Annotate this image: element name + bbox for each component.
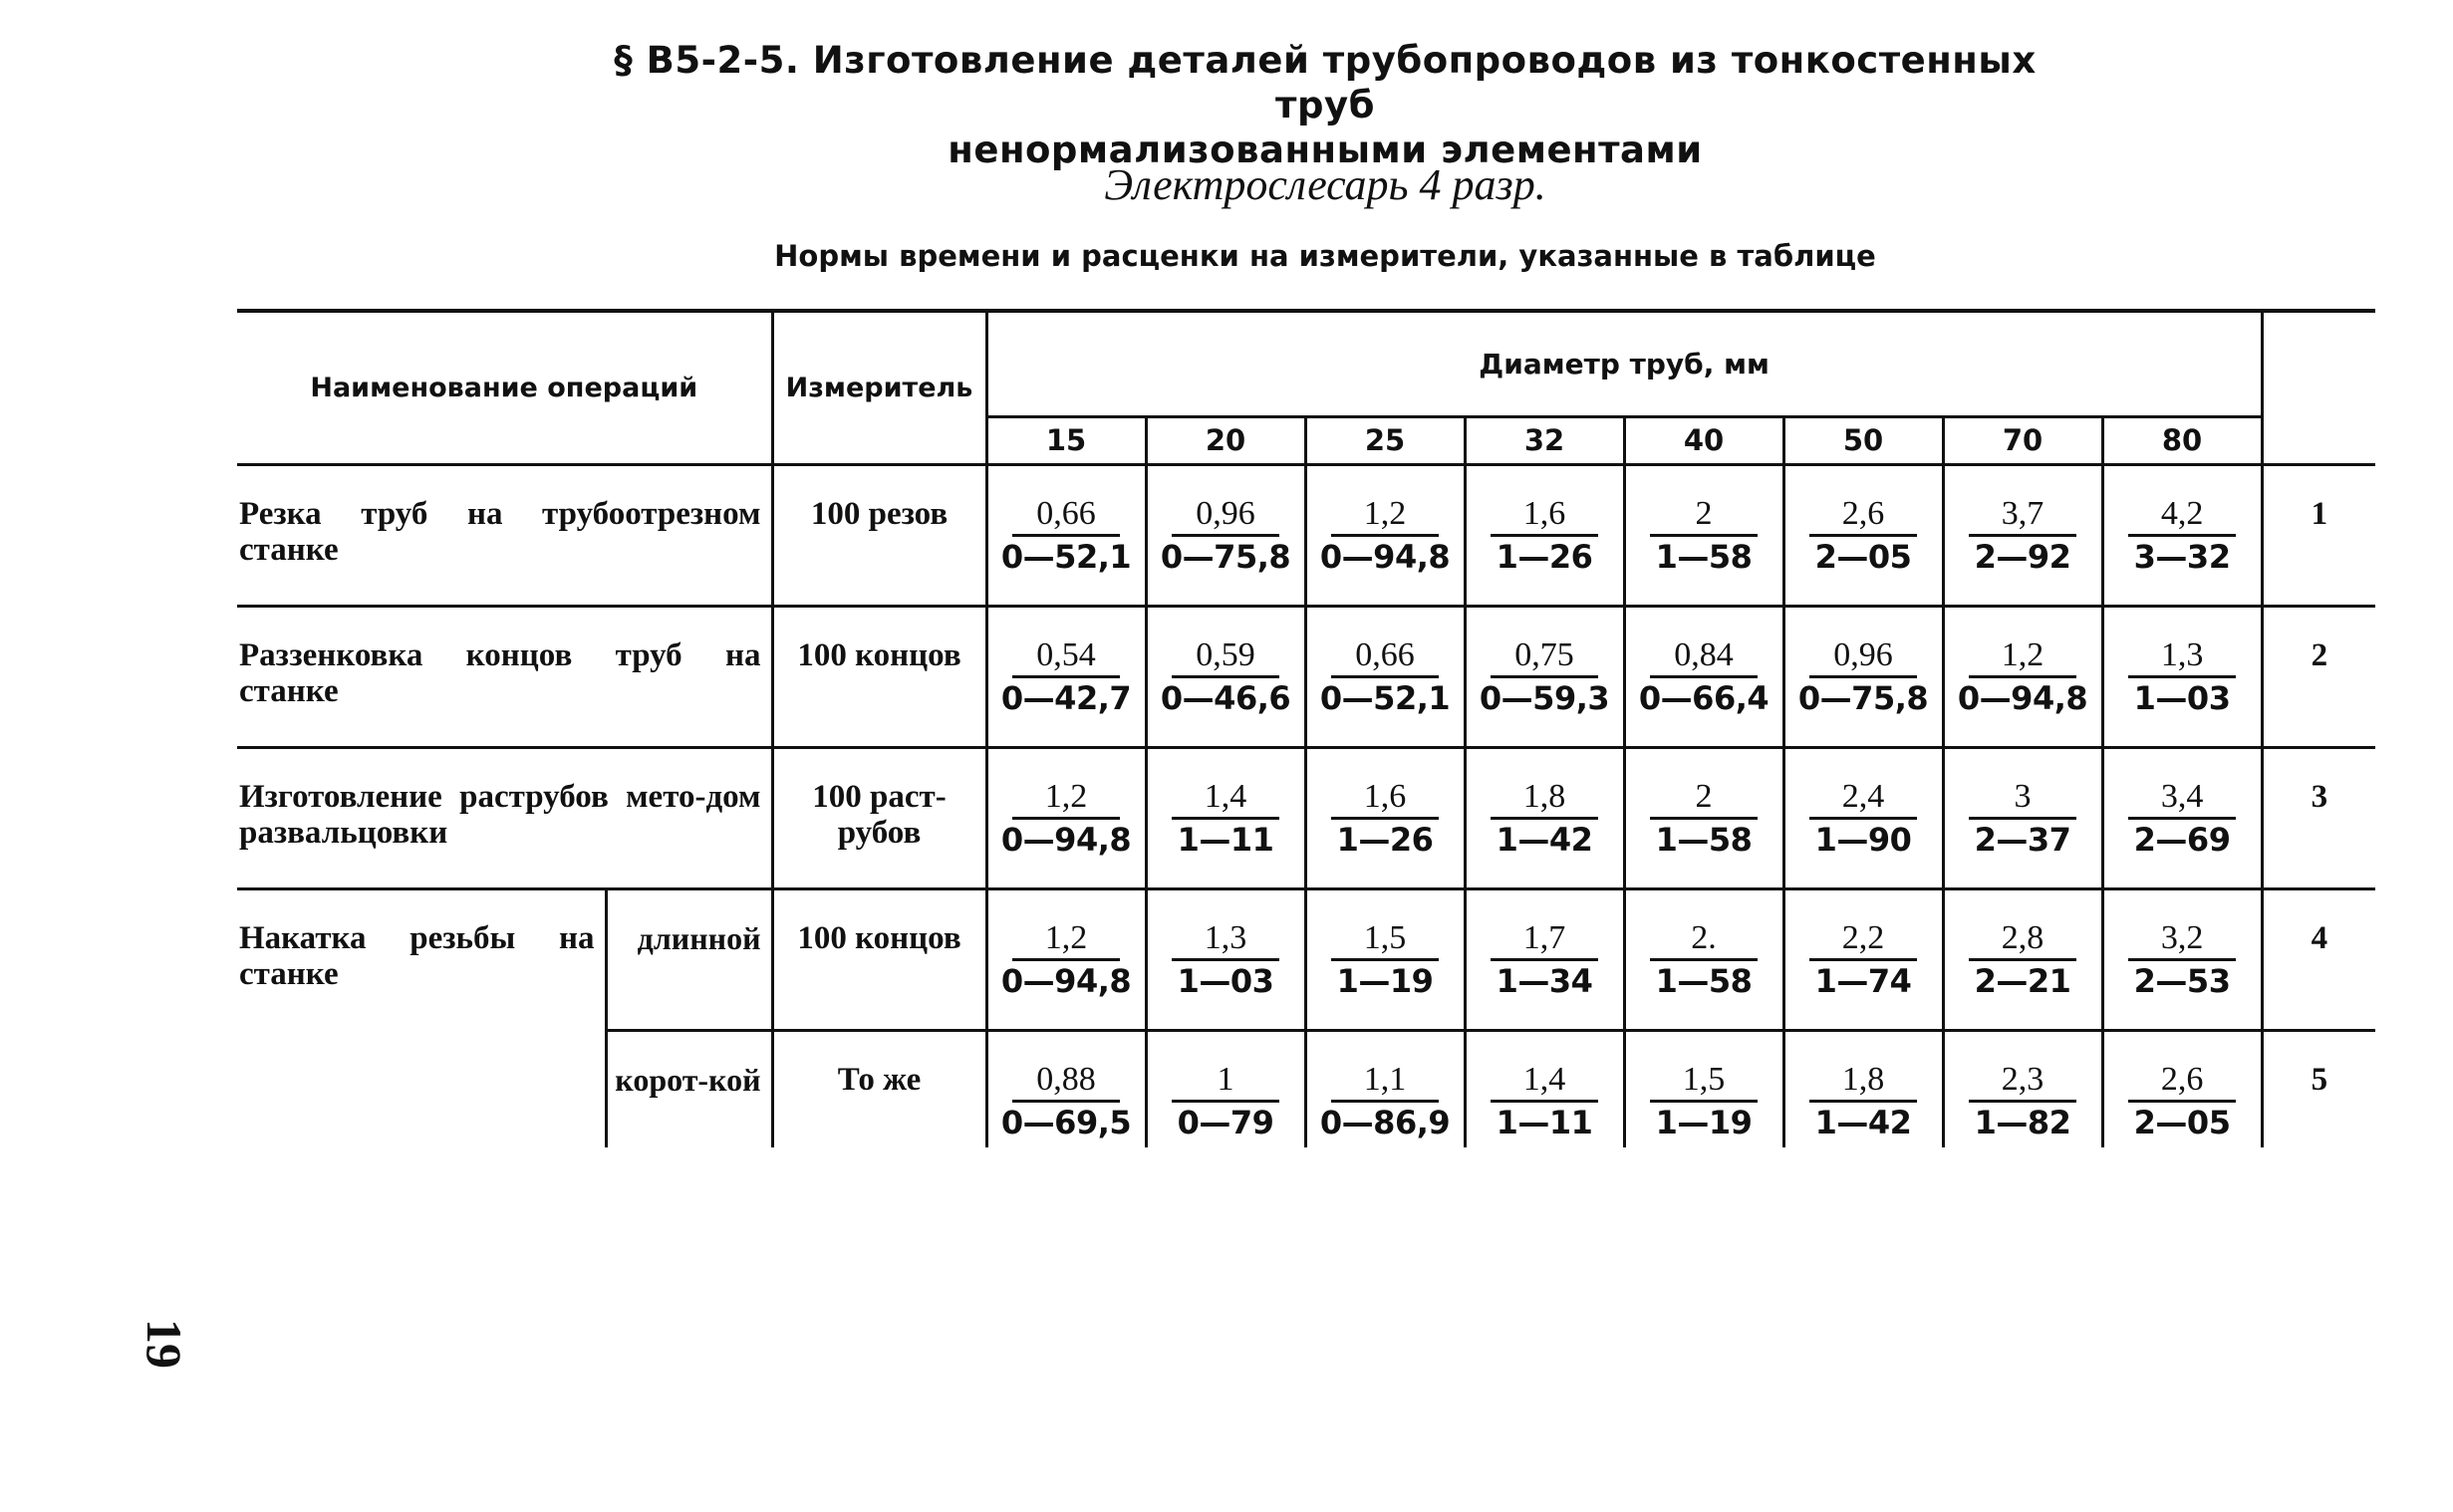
norm-cell: [1624, 747, 1783, 888]
section-heading-line2: ненормализованными элементами: [948, 128, 1703, 171]
norm-cell: [1943, 1030, 2102, 1147]
rate-price: 3—32: [2133, 537, 2231, 576]
time-norm: 1,8: [1809, 1062, 1917, 1103]
row-number: 3: [2262, 747, 2375, 888]
operation-subtype: корот-кой: [606, 1030, 772, 1147]
norm-cell: [1146, 747, 1305, 888]
norm-cell: [1146, 464, 1305, 606]
norm-cell: [1146, 1030, 1305, 1147]
time-norm: 2: [1650, 496, 1758, 537]
time-norm: 1,1: [1331, 1062, 1439, 1103]
rate-price: 1—19: [1336, 961, 1434, 1000]
diameter-header: 20: [1146, 416, 1305, 464]
diameter-header: 50: [1783, 416, 1943, 464]
rate-price: 0—94,8: [1000, 961, 1132, 1000]
table-row: [237, 606, 2375, 747]
time-norm: 1,3: [1172, 920, 1279, 961]
rate-price: 2—69: [2133, 820, 2231, 859]
diameter-header: 70: [1943, 416, 2102, 464]
time-norm: 1,7: [1491, 920, 1598, 961]
measure-unit: 100 концов: [772, 606, 986, 747]
time-norm: 1,8: [1491, 779, 1598, 820]
rate-price: 0—69,5: [1000, 1103, 1132, 1141]
time-norm: 3,7: [1969, 496, 2076, 537]
operation-name: Раззенковка концов труб на станке: [237, 606, 772, 747]
time-norm: 1,2: [1012, 920, 1120, 961]
time-norm: 0,59: [1172, 637, 1279, 678]
row-number: 5: [2311, 1061, 2328, 1098]
rate-price: 0—52,1: [1000, 537, 1132, 576]
time-norm: 3,2: [2128, 920, 2236, 961]
time-norm: 0,96: [1809, 637, 1917, 678]
norm-cell: [1465, 1030, 1624, 1147]
header-diameter: Диаметр труб, мм: [986, 311, 2262, 416]
norm-cell: [1783, 606, 1943, 747]
table-row: [237, 888, 2375, 1030]
diameter-header: 15: [986, 416, 1146, 464]
rate-price: 2—05: [1814, 537, 1912, 576]
rate-price: 0—79: [1177, 1103, 1274, 1141]
rate-price: 2—21: [1974, 961, 2071, 1000]
norm-cell: [1943, 606, 2102, 747]
measure-unit: 100 резов: [772, 464, 986, 606]
rate-price: 2—05: [2133, 1103, 2231, 1141]
norm-cell: [1465, 747, 1624, 888]
rate-price: 1—42: [1814, 1103, 1912, 1141]
norm-cell: [1783, 888, 1943, 1030]
rate-price: 0—46,6: [1160, 678, 1291, 717]
rate-price: 0—42,7: [1000, 678, 1132, 717]
rate-price: 1—58: [1655, 961, 1753, 1000]
rate-price: 0—94,8: [1319, 537, 1451, 576]
time-norm: 1,3: [2128, 637, 2236, 678]
norm-cell: [1783, 1030, 1943, 1147]
norm-cell: [1783, 747, 1943, 888]
rate-price: 1—34: [1496, 961, 1593, 1000]
operation-name: Накатка резьбы на станке: [237, 888, 606, 1147]
time-norm: 1,4: [1172, 779, 1279, 820]
time-norm: 4,2: [2128, 496, 2236, 537]
norm-cell: [1305, 464, 1465, 606]
rate-price: 1—42: [1496, 820, 1593, 859]
header-blank: [2262, 311, 2375, 464]
norm-cell: [1305, 747, 1465, 888]
rate-price: 0—75,8: [1160, 537, 1291, 576]
time-norm: 0,66: [1012, 496, 1120, 537]
time-norm: 2,6: [2128, 1062, 2236, 1103]
row-number: 4: [2262, 888, 2375, 1030]
rate-price: 0—75,8: [1797, 678, 1929, 717]
norm-cell: [1465, 464, 1624, 606]
row-number: 2: [2262, 606, 2375, 747]
measure-unit: 100 концов: [772, 888, 986, 1030]
rate-price: 1—26: [1496, 537, 1593, 576]
rate-price: 1—03: [1177, 961, 1274, 1000]
norm-cell: [1305, 888, 1465, 1030]
rate-price: 2—37: [1974, 820, 2071, 859]
norm-cell: [986, 606, 1146, 747]
rate-price: 1—03: [2133, 678, 2231, 717]
time-norm: 2,8: [1969, 920, 2076, 961]
rate-price: 0—66,4: [1638, 678, 1770, 717]
norm-cell: [1943, 747, 2102, 888]
norm-cell: [1305, 606, 1465, 747]
time-norm: 1,2: [1331, 496, 1439, 537]
norm-cell: [1943, 464, 2102, 606]
norm-cell: [986, 747, 1146, 888]
norm-cell: [2102, 606, 2262, 747]
norm-cell: [1465, 606, 1624, 747]
norm-cell: [2102, 888, 2262, 1030]
time-norm: 2,3: [1969, 1062, 2076, 1103]
section-heading-line1: § В5-2-5. Изготовление деталей трубопроводов из тонкостенных труб: [614, 39, 2037, 126]
norm-cell: [1943, 888, 2102, 1030]
rate-price: 1—19: [1655, 1103, 1753, 1141]
norm-cell: [1624, 888, 1783, 1030]
row-number: 1: [2262, 464, 2375, 606]
table-row: [237, 747, 2375, 888]
worker-grade: Электрослесарь 4 разр.: [1104, 160, 1546, 209]
header-measure: Измеритель: [772, 311, 986, 464]
time-norm: 1,5: [1331, 920, 1439, 961]
time-norm: 0,75: [1491, 637, 1598, 678]
norm-cell: [2102, 464, 2262, 606]
time-norm: 1,2: [1969, 637, 2076, 678]
time-norm: 1: [1172, 1062, 1279, 1103]
time-norm: 3,4: [2128, 779, 2236, 820]
norm-cell: [1305, 1030, 1465, 1147]
rate-price: 1—90: [1814, 820, 1912, 859]
rate-price: 0—94,8: [1000, 820, 1132, 859]
norm-cell: [1624, 1030, 1783, 1147]
diameter-header: 40: [1624, 416, 1783, 464]
rate-price: 2—53: [2133, 961, 2231, 1000]
norm-cell: [986, 1030, 1146, 1147]
time-norm: 0,88: [1012, 1062, 1120, 1103]
measure-unit: 100 раст-рубов: [772, 747, 986, 888]
operation-name: Изготовление раструбов мето-дом развальцовки: [237, 747, 772, 888]
operation-subtype: длинной: [606, 888, 772, 1030]
norms-table: [237, 309, 2375, 1147]
time-norm: 1,2: [1012, 779, 1120, 820]
norm-cell: [1146, 606, 1305, 747]
rate-price: 1—11: [1177, 820, 1274, 859]
time-norm: 2,6: [1809, 496, 1917, 537]
time-norm: 1,6: [1491, 496, 1598, 537]
rate-price: 0—94,8: [1957, 678, 2088, 717]
header-operation: Наименование операций: [237, 311, 772, 464]
rate-price: 1—26: [1336, 820, 1434, 859]
rate-price: 2—92: [1974, 537, 2071, 576]
rate-price: 1—11: [1496, 1103, 1593, 1141]
time-norm: 1,5: [1650, 1062, 1758, 1103]
section-heading: [558, 38, 2092, 172]
rate-price: 0—59,3: [1479, 678, 1610, 717]
norm-cell: [986, 464, 1146, 606]
table-caption: Нормы времени и расценки на измерители, указанные в таблице: [774, 239, 1876, 273]
rate-price: 1—74: [1814, 961, 1912, 1000]
time-norm: 2.: [1650, 920, 1758, 961]
time-norm: 0,54: [1012, 637, 1120, 678]
time-norm: 1,6: [1331, 779, 1439, 820]
time-norm: 1,4: [1491, 1062, 1598, 1103]
norm-cell: [2102, 747, 2262, 888]
time-norm: 0,66: [1331, 637, 1439, 678]
time-norm: 2,4: [1809, 779, 1917, 820]
time-norm: 2,2: [1809, 920, 1917, 961]
norm-cell: [1146, 888, 1305, 1030]
time-norm: 0,96: [1172, 496, 1279, 537]
time-norm: 0,84: [1650, 637, 1758, 678]
time-norm: 2: [1650, 779, 1758, 820]
rate-price: 0—52,1: [1319, 678, 1451, 717]
measure-unit: То же: [772, 1030, 986, 1147]
norm-cell: [1783, 464, 1943, 606]
diameter-header: 80: [2102, 416, 2262, 464]
rate-price: 1—58: [1655, 537, 1753, 576]
page-number: 19: [136, 1319, 192, 1369]
norm-cell: [1624, 606, 1783, 747]
diameter-header: 32: [1465, 416, 1624, 464]
operation-name: Резка труб на трубоотрезном станке: [237, 464, 772, 606]
table-row: [237, 464, 2375, 606]
norm-cell: [1624, 464, 1783, 606]
diameter-header: 25: [1305, 416, 1465, 464]
rate-price: 0—86,9: [1319, 1103, 1451, 1141]
norm-cell: [2102, 1030, 2262, 1147]
norm-cell: [1465, 888, 1624, 1030]
norm-cell: [986, 888, 1146, 1030]
rate-price: 1—82: [1974, 1103, 2071, 1141]
rate-price: 1—58: [1655, 820, 1753, 859]
time-norm: 3: [1969, 779, 2076, 820]
